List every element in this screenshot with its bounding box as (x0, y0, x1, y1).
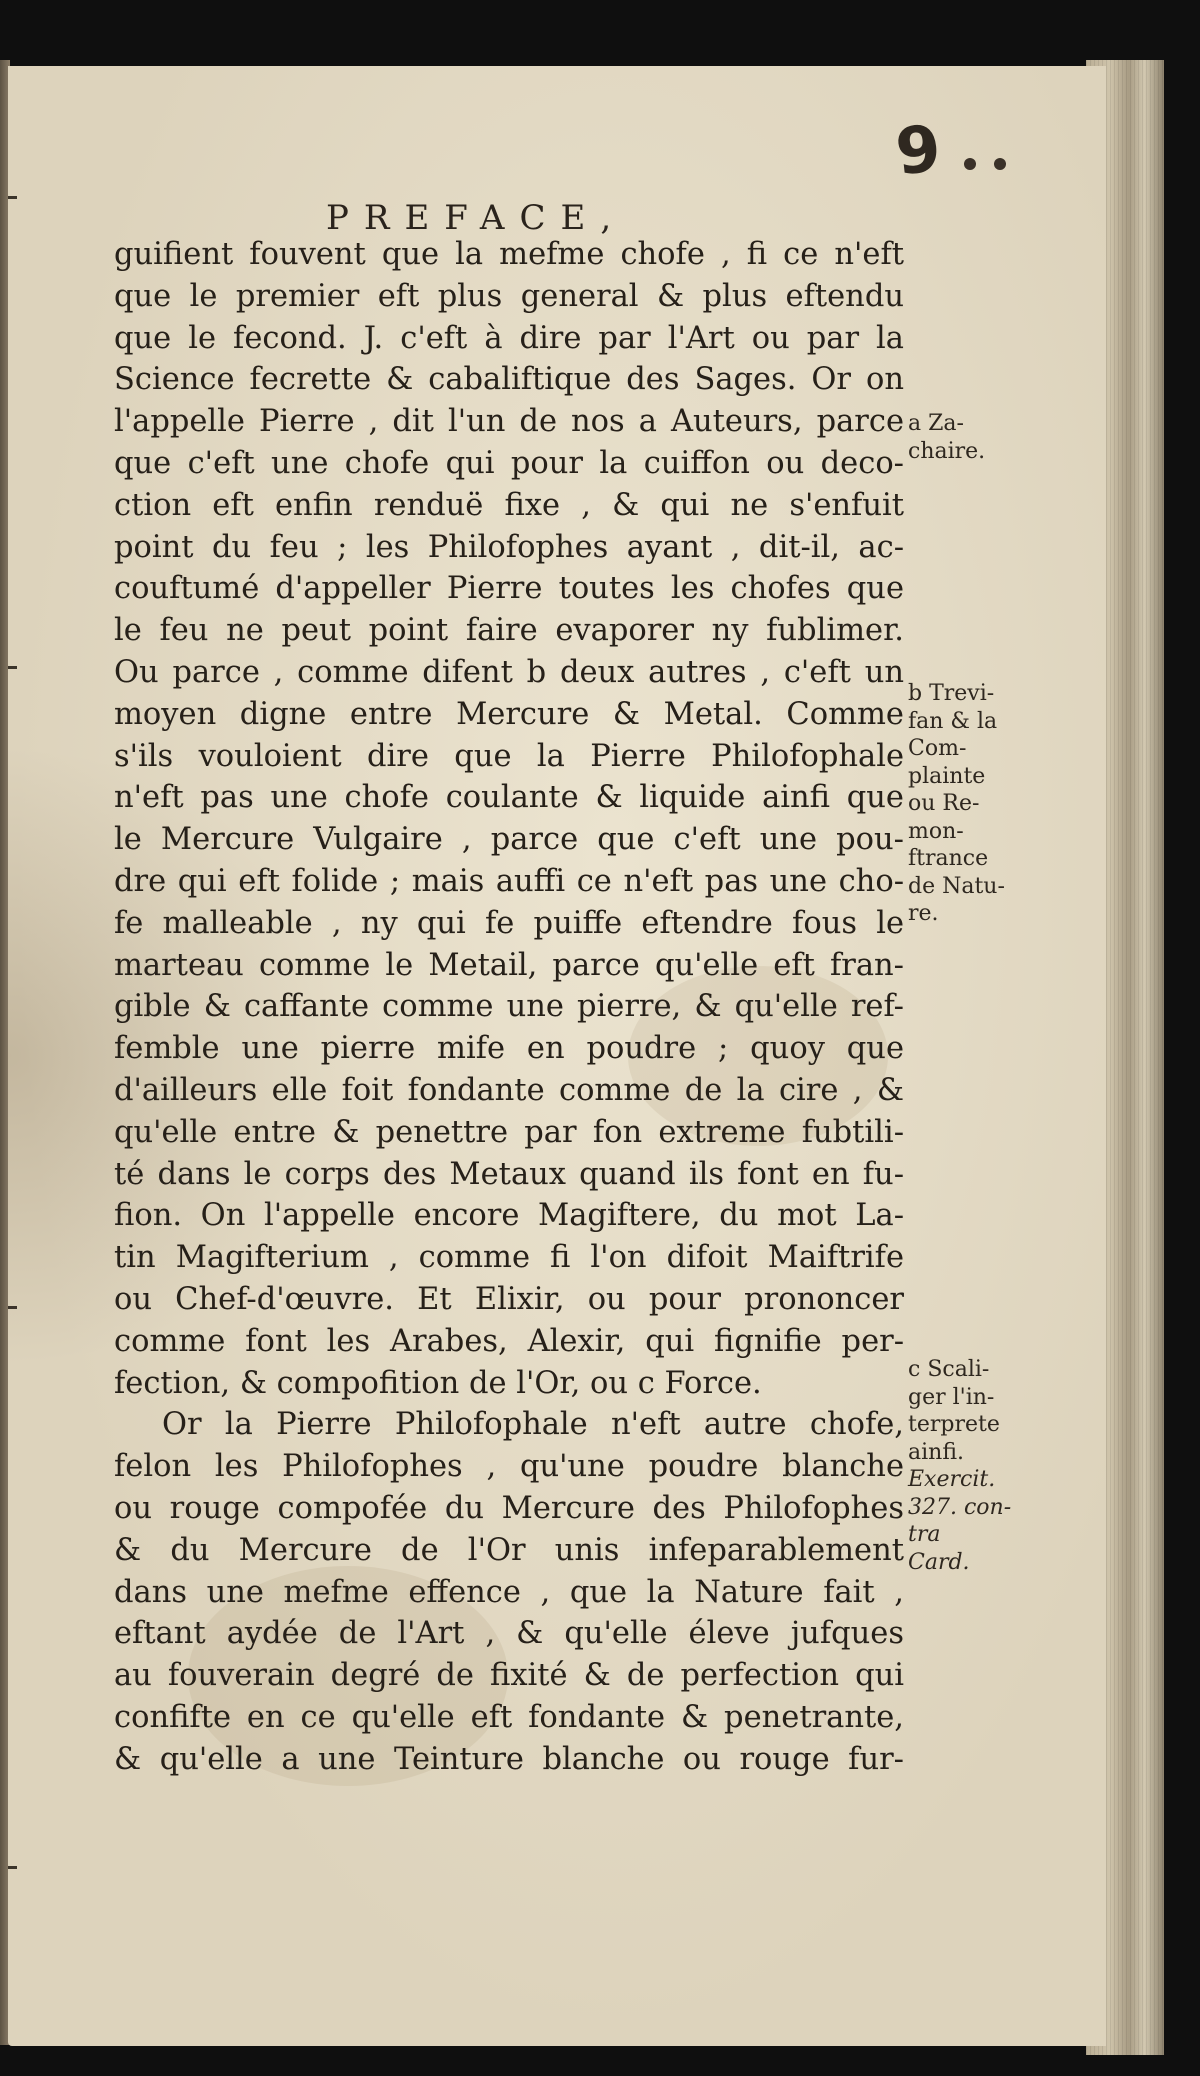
text-line: au fouverain degré de fixité & de perfection qui (114, 1658, 904, 1694)
text-line: le Mercure Vulgaire , parce que c'eft une pou- (114, 822, 904, 858)
margin-note-line: de Natu- (908, 873, 1005, 899)
text-line: Science fecrette & cabaliftique des Sages. Or on (114, 362, 904, 398)
text-line: dre qui eft folide ; mais auffi ce n'eft pas une cho- (114, 863, 904, 899)
margin-note-line: terprete (908, 1412, 1000, 1437)
margin-note-line: ainfi. (908, 1439, 964, 1465)
text-line: dans une mefme effence , que la Nature fait , (114, 1574, 904, 1610)
margin-note-line: Card. (908, 1549, 970, 1575)
margin-note-line: ou Re- (908, 791, 980, 816)
margin-note-line: ftrance (908, 846, 989, 871)
text-line: le feu ne peut point faire evaporer ny fublimer. (114, 613, 904, 649)
text-line: gible & caffante comme une pierre, & qu'elle ref- (114, 989, 904, 1025)
body-text (114, 234, 904, 1780)
book-page (8, 66, 1106, 2046)
margin-note-line: Com- (908, 736, 967, 761)
text-line: l'appelle Pierre , dit l'un de nos a Auteurs, parce (114, 404, 904, 440)
margin-note-line: b Trevi- (908, 681, 995, 706)
text-line: confifte en ce qu'elle eft fondante & penetrante, (114, 1699, 904, 1735)
text-line: point du feu ; les Philofophes ayant , dit-il, ac- (114, 529, 904, 565)
folio-number: 9 (892, 111, 947, 191)
ink-mark (994, 158, 1006, 170)
margin-note-line: a Za- (908, 411, 964, 436)
text-line: ction eft enfin renduë fixe , & qui ne s'enfuit (114, 487, 904, 523)
text-line: moyen digne entre Mercure & Metal. Comme (114, 696, 904, 732)
margin-note-a (908, 410, 985, 465)
margin-note-b (908, 680, 1005, 928)
margin-note-line: chaire. (908, 438, 986, 464)
text-line: qu'elle entre & penettre par fon extreme fubtili- (114, 1114, 904, 1150)
running-head: PREFACE, (326, 198, 627, 238)
text-line: que c'eft une chofe qui pour la cuiffon ou deco- (114, 445, 904, 481)
text-line: tin Magifterium , comme fi l'on difoit Maiftrife (114, 1240, 904, 1276)
text-line: que le fecond. J. c'eft à dire par l'Art ou par la (114, 320, 904, 356)
ink-mark (964, 158, 976, 170)
text-line: fection, & compofition de l'Or, ou c Force. (114, 1365, 762, 1401)
margin-note-line: c Scali- (908, 1357, 990, 1382)
text-line: n'eft pas une chofe coulante & liquide ainfi que (114, 780, 904, 816)
text-line: & du Mercure de l'Or unis infeparablement (114, 1532, 904, 1568)
margin-note-line: fan & la (908, 708, 998, 734)
margin-note-c (908, 1356, 1011, 1576)
text-line: té dans le corps des Metaux quand ils font en fu- (114, 1156, 904, 1192)
text-line: femble une pierre mife en poudre ; quoy que (114, 1031, 904, 1067)
margin-note-line: tra (908, 1522, 941, 1547)
text-line: ou Chef-d'œuvre. Et Elixir, ou pour prononcer (114, 1281, 904, 1317)
text-line: s'ils vouloient dire que la Pierre Philofophale (114, 738, 904, 774)
margin-note-line: re. (908, 901, 939, 926)
margin-note-line: 327. con- (908, 1494, 1012, 1520)
text-line: que le premier eft plus general & plus eftendu (114, 278, 904, 314)
text-line: d'ailleurs elle foit fondante comme de la cire , & (114, 1072, 904, 1108)
gutter-mark (8, 196, 17, 199)
margin-note-line: plainte (908, 763, 986, 789)
gutter-mark (8, 1306, 17, 1309)
text-line: comme font les Arabes, Alexir, qui fignifie per- (114, 1323, 904, 1359)
margin-note-line: ger l'in- (908, 1384, 995, 1410)
text-line: couftumé d'appeller Pierre toutes les chofes que (114, 571, 904, 607)
text-line: & qu'elle a une Teinture blanche ou rouge fur- (114, 1741, 904, 1777)
text-line: fe malleable , ny qui fe puiffe eftendre fous le (114, 905, 904, 941)
gutter-mark (8, 666, 17, 669)
text-line: ou rouge compofée du Mercure des Philofophes (114, 1490, 904, 1526)
text-line: guifient fouvent que la mefme chofe , fi ce n'eft (114, 237, 904, 272)
margin-note-line: Exercit. (908, 1467, 996, 1492)
text-line: marteau comme le Metail, parce qu'elle eft fran- (114, 947, 904, 983)
text-line: fion. On l'appelle encore Magiftere, du mot La- (114, 1198, 904, 1234)
text-line: felon les Philofophes , qu'une poudre blanche (114, 1449, 904, 1485)
text-line: Ou parce , comme difent b deux autres , c'eft un (114, 654, 904, 690)
margin-note-line: mon- (908, 818, 964, 844)
text-line: eftant aydée de l'Art , & qu'elle éleve jufques (114, 1616, 904, 1652)
text-line: Or la Pierre Philofophale n'eft autre chofe, (162, 1407, 904, 1443)
gutter-mark (8, 1866, 17, 1869)
